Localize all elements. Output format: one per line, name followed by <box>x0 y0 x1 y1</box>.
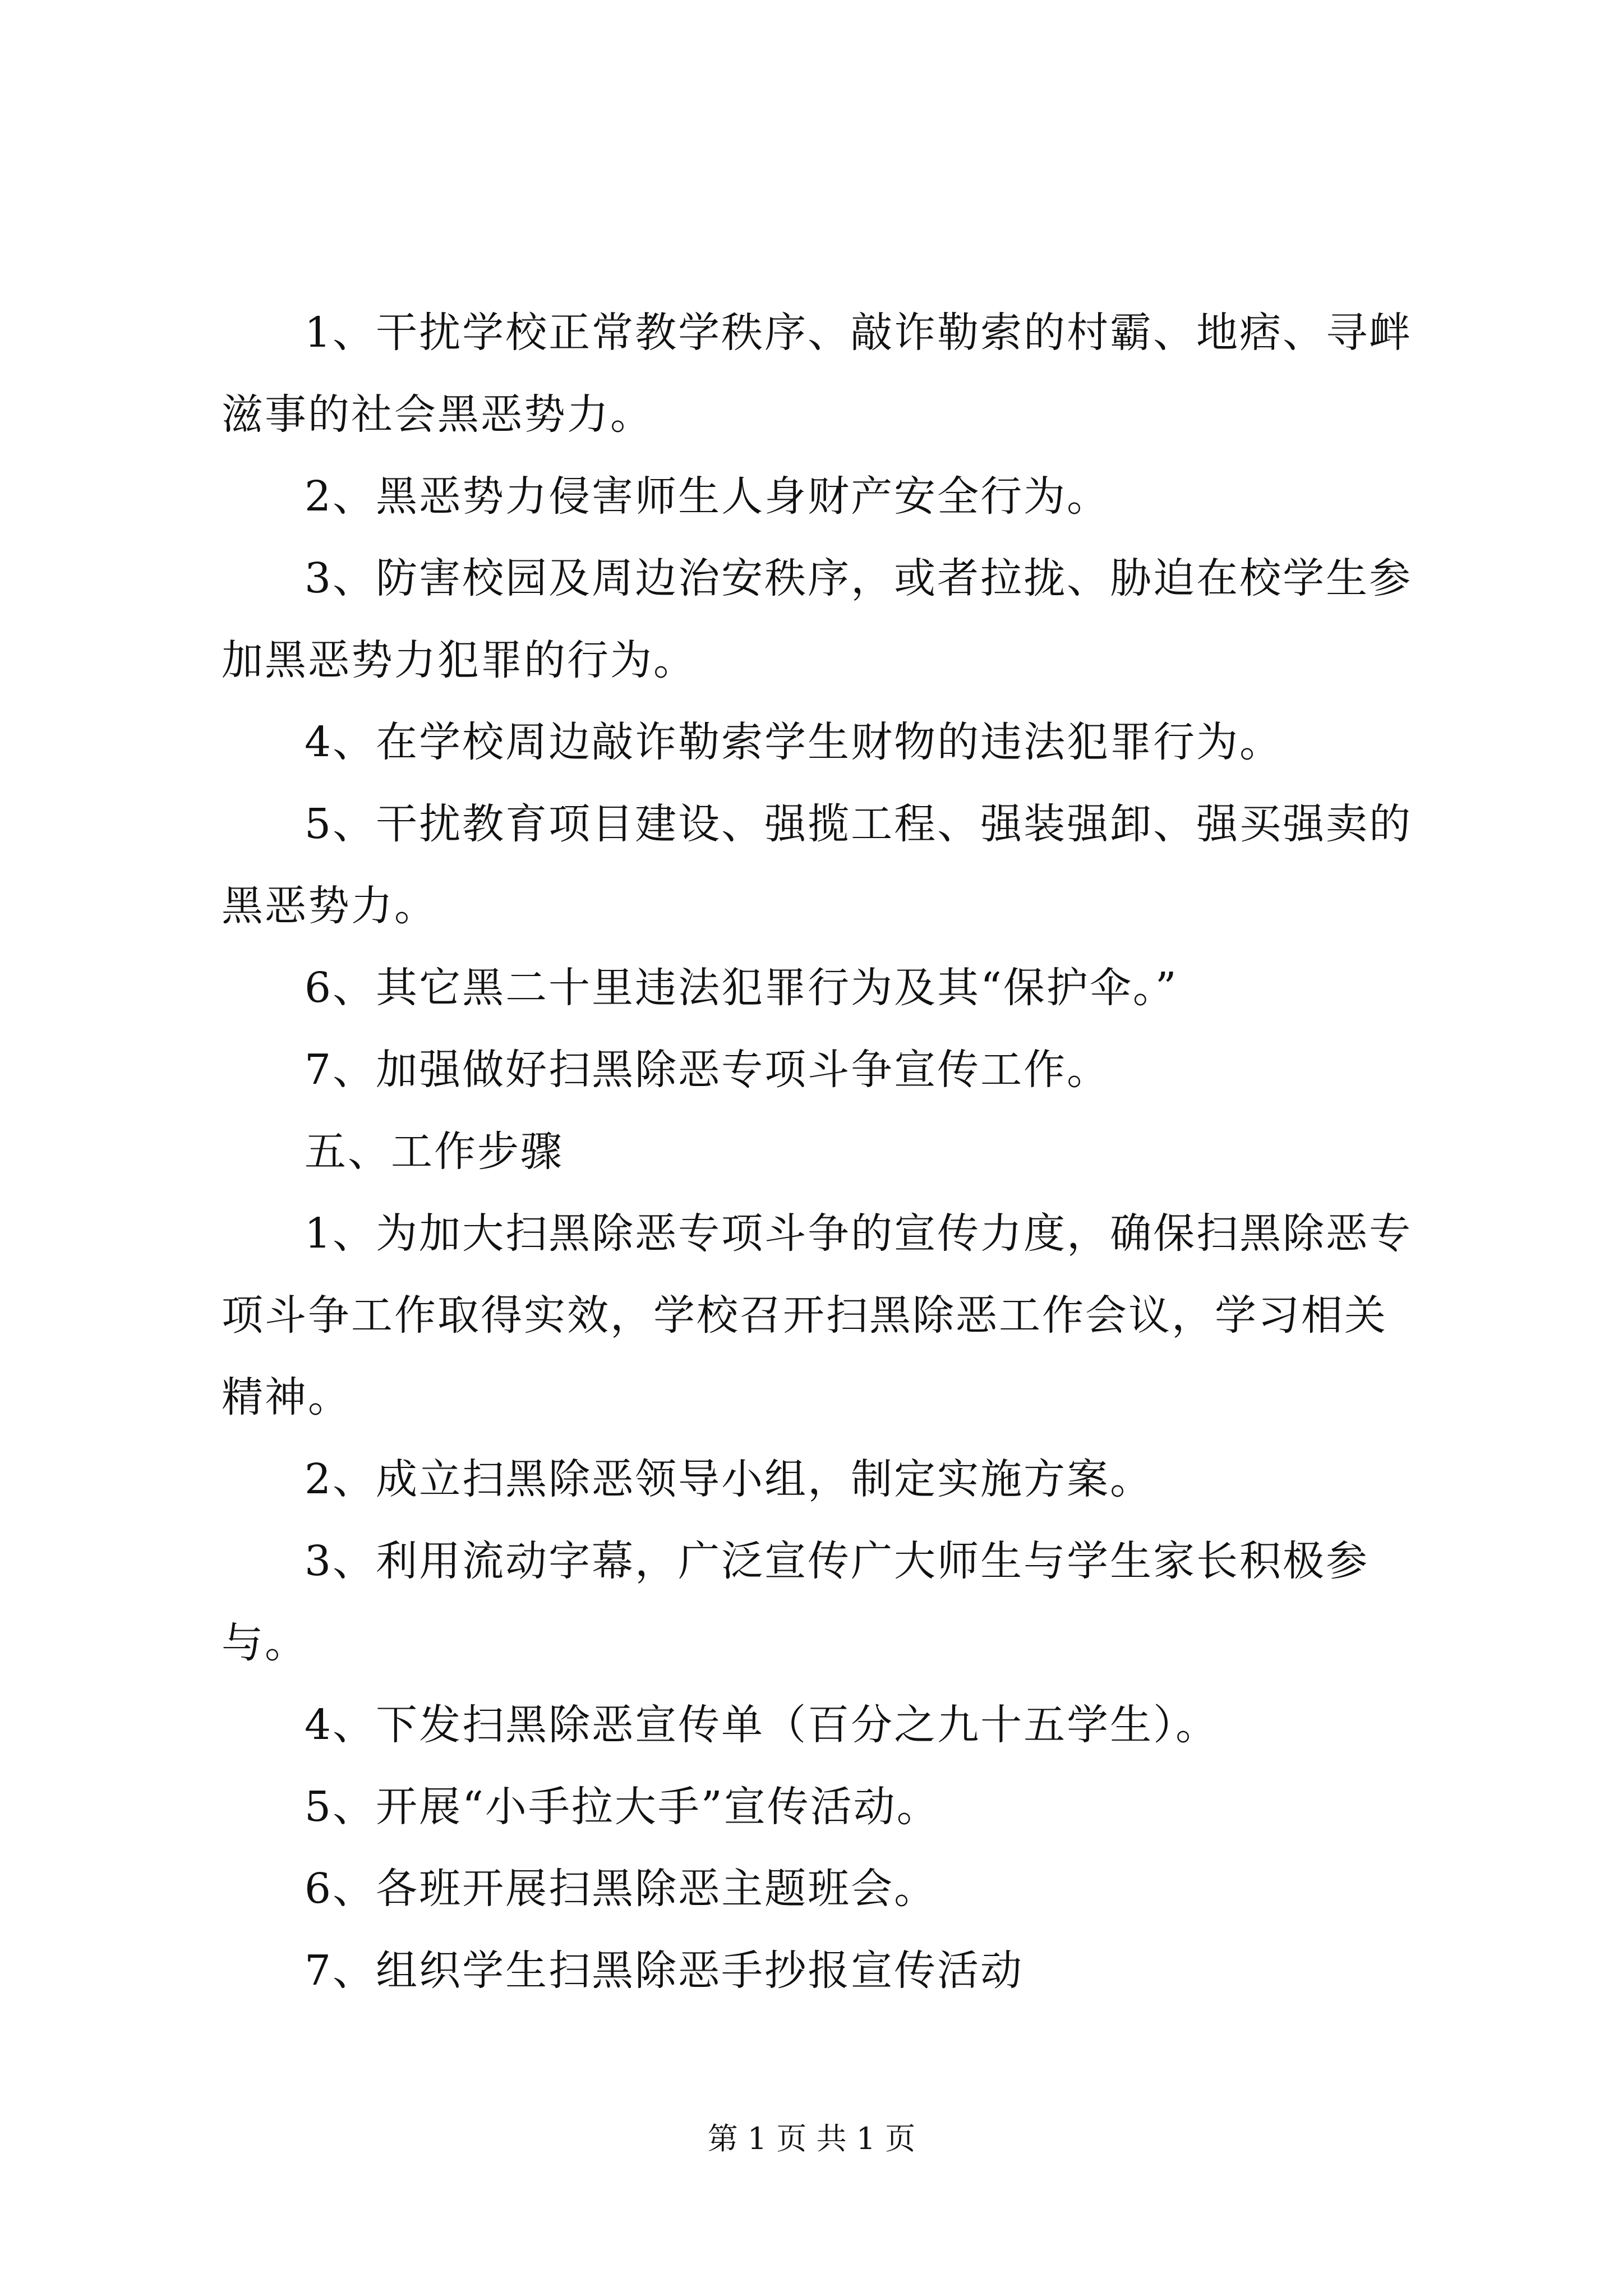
paragraph-item-1: 1、干扰学校正常教学秩序、敲诈勒索的村霸、地痞、寻衅滋事的社会黑恶势力。 <box>222 309 1413 439</box>
document-body <box>222 292 1427 2012</box>
step-item-7: 7、组织学生扫黑除恶手抄报宣传活动 <box>305 1947 1024 1995</box>
paragraph-item-4: 4、在学校周边敲诈勒索学生财物的违法犯罪行为。 <box>305 718 1283 766</box>
step-item-2: 2、成立扫黑除恶领导小组，制定实施方案。 <box>305 1455 1154 1503</box>
paragraph-item-7: 7、加强做好扫黑除恶专项斗争宣传工作。 <box>305 1046 1110 1094</box>
paragraph-item-5: 5、干扰教育项目建设、强揽工程、强装强卸、强买强卖的黑恶势力。 <box>222 800 1413 930</box>
paragraph-item-2: 2、黑恶势力侵害师生人身财产安全行为。 <box>305 472 1110 521</box>
step-item-3: 3、利用流动字幕，广泛宣传广大师生与学生家长积极参与。 <box>222 1537 1370 1667</box>
step-item-4: 4、下发扫黑除恶宣传单（百分之九十五学生）。 <box>305 1701 1219 1749</box>
page-footer: 第 1 页 共 1 页 <box>707 2121 916 2156</box>
section-heading-work-steps: 五、工作步骤 <box>305 1128 564 1176</box>
step-item-5: 5、开展“小手拉大手”宣传活动。 <box>305 1783 940 1831</box>
step-item-1: 1、为加大扫黑除恶专项斗争的宣传力度，确保扫黑除恶专项斗争工作取得实效，学校召开扫黑除恶工作会议，学习相关精神。 <box>222 1209 1413 1421</box>
paragraph-item-3: 3、防害校园及周边治安秩序，或者拉拢、胁迫在校学生参加黑恶势力犯罪的行为。 <box>222 554 1413 684</box>
paragraph-item-6: 6、其它黑二十里违法犯罪行为及其“保护伞。” <box>305 964 1178 1012</box>
step-item-6: 6、各班开展扫黑除恶主题班会。 <box>305 1865 938 1913</box>
